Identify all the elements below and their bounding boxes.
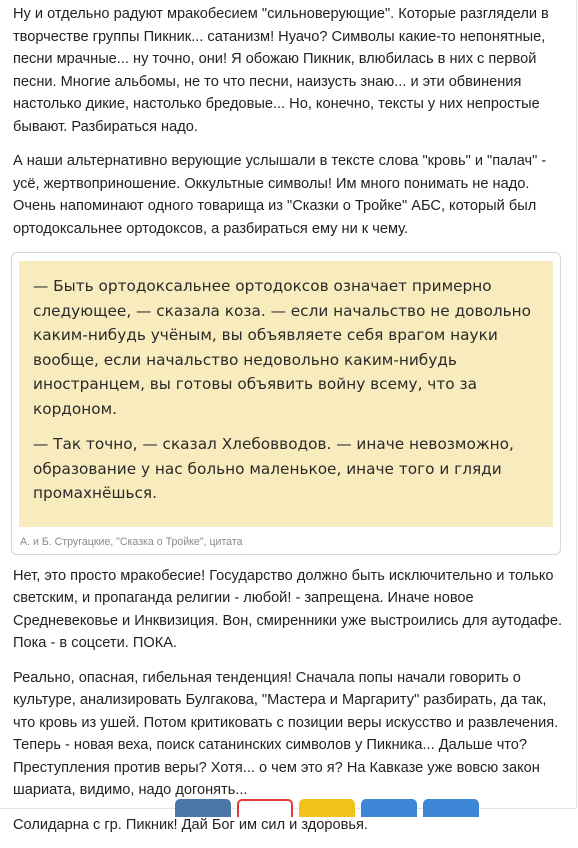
quote-body xyxy=(19,261,553,527)
paragraph-1: Ну и отдельно радуют мракобесием "сильноверующие". Которые разглядели в творчестве группы Пикник... сатанизм! Нуачо? Символы какие-то непонятные, песни мрачные... ну точно, они! Я обожаю Пикник, влюбилась в них с первой песни. Многие альбомы, не то что песни, наизусть знаю... и эти обвинения настолько дикие, настолько бредовые... Но, конечно, тексты у них непростые бывают. Разбираться надо. xyxy=(13,6,549,135)
tw-share-icon[interactable] xyxy=(361,799,417,817)
paragraph-3: Нет, это просто мракобесие! Государство должно быть исключительно и только светским, и пропаганда религии - любой! - запрещена. Иначе новое Средневековье и Инквизиция. Вон, смиренники уже выстроились для аутодафе. Пока - в соцсети. ПОКА. xyxy=(13,567,563,651)
paragraph-4: Реально, опасная, гибельная тенденция! Сначала попы начали говорить о культуре, анализировать Булгакова, "Мастера и Маргариту" разбирать, да так, что кровь из ушей. Потом критиковать с позиции веры искусство и развлечения. Теперь - новая веха, поиск сатанинских символов у Пикника... Дальше что? Преступления против веры? Хотя... о чем это я? На Кавказе уже вовсю закон шариата, видимо, надо догонять... xyxy=(13,669,559,798)
share-bar xyxy=(175,799,479,819)
fb-share-icon[interactable] xyxy=(299,799,355,817)
article-content xyxy=(13,3,565,848)
quote-source: А. и Б. Стругацкие, "Сказка о Тройке", цитата xyxy=(20,535,243,548)
quote-card xyxy=(11,252,561,555)
quote-line-2: — Так точно, — сказал Хлебовводов. — иначе невозможно, образование у нас больно маленькое, иначе того и гляди промахнёшься. xyxy=(33,435,514,502)
paragraph-2: А наши альтернативно верующие услышали в тексте слова "кровь" и "палач" - усё, жертвоприношение. Оккультные символы! Им много понимать не надо. Очень напоминают одного товарища из "Сказки о Тройке" АБС, который был ортодоксальнее ортодоксов, а разбираться ему ни к чему. xyxy=(13,153,547,237)
vk-share-icon[interactable] xyxy=(175,799,231,817)
ok-share-icon[interactable] xyxy=(237,799,293,817)
tg-share-icon[interactable] xyxy=(423,799,479,817)
quote-line-1: — Быть ортодоксальнее ортодоксов означает примерно следующее, — сказала коза. — если начальство не довольно каким-нибудь учёным, вы объявляете себя врагом науки вообще, если начальство недовольно каким-нибудь иностранцем, вы готовы объявить войну всему, что за кордоном. xyxy=(33,277,532,418)
paragraph-5: Солидарна с гр. Пикник! Дай Бог им сил и здоровья. xyxy=(13,816,368,833)
